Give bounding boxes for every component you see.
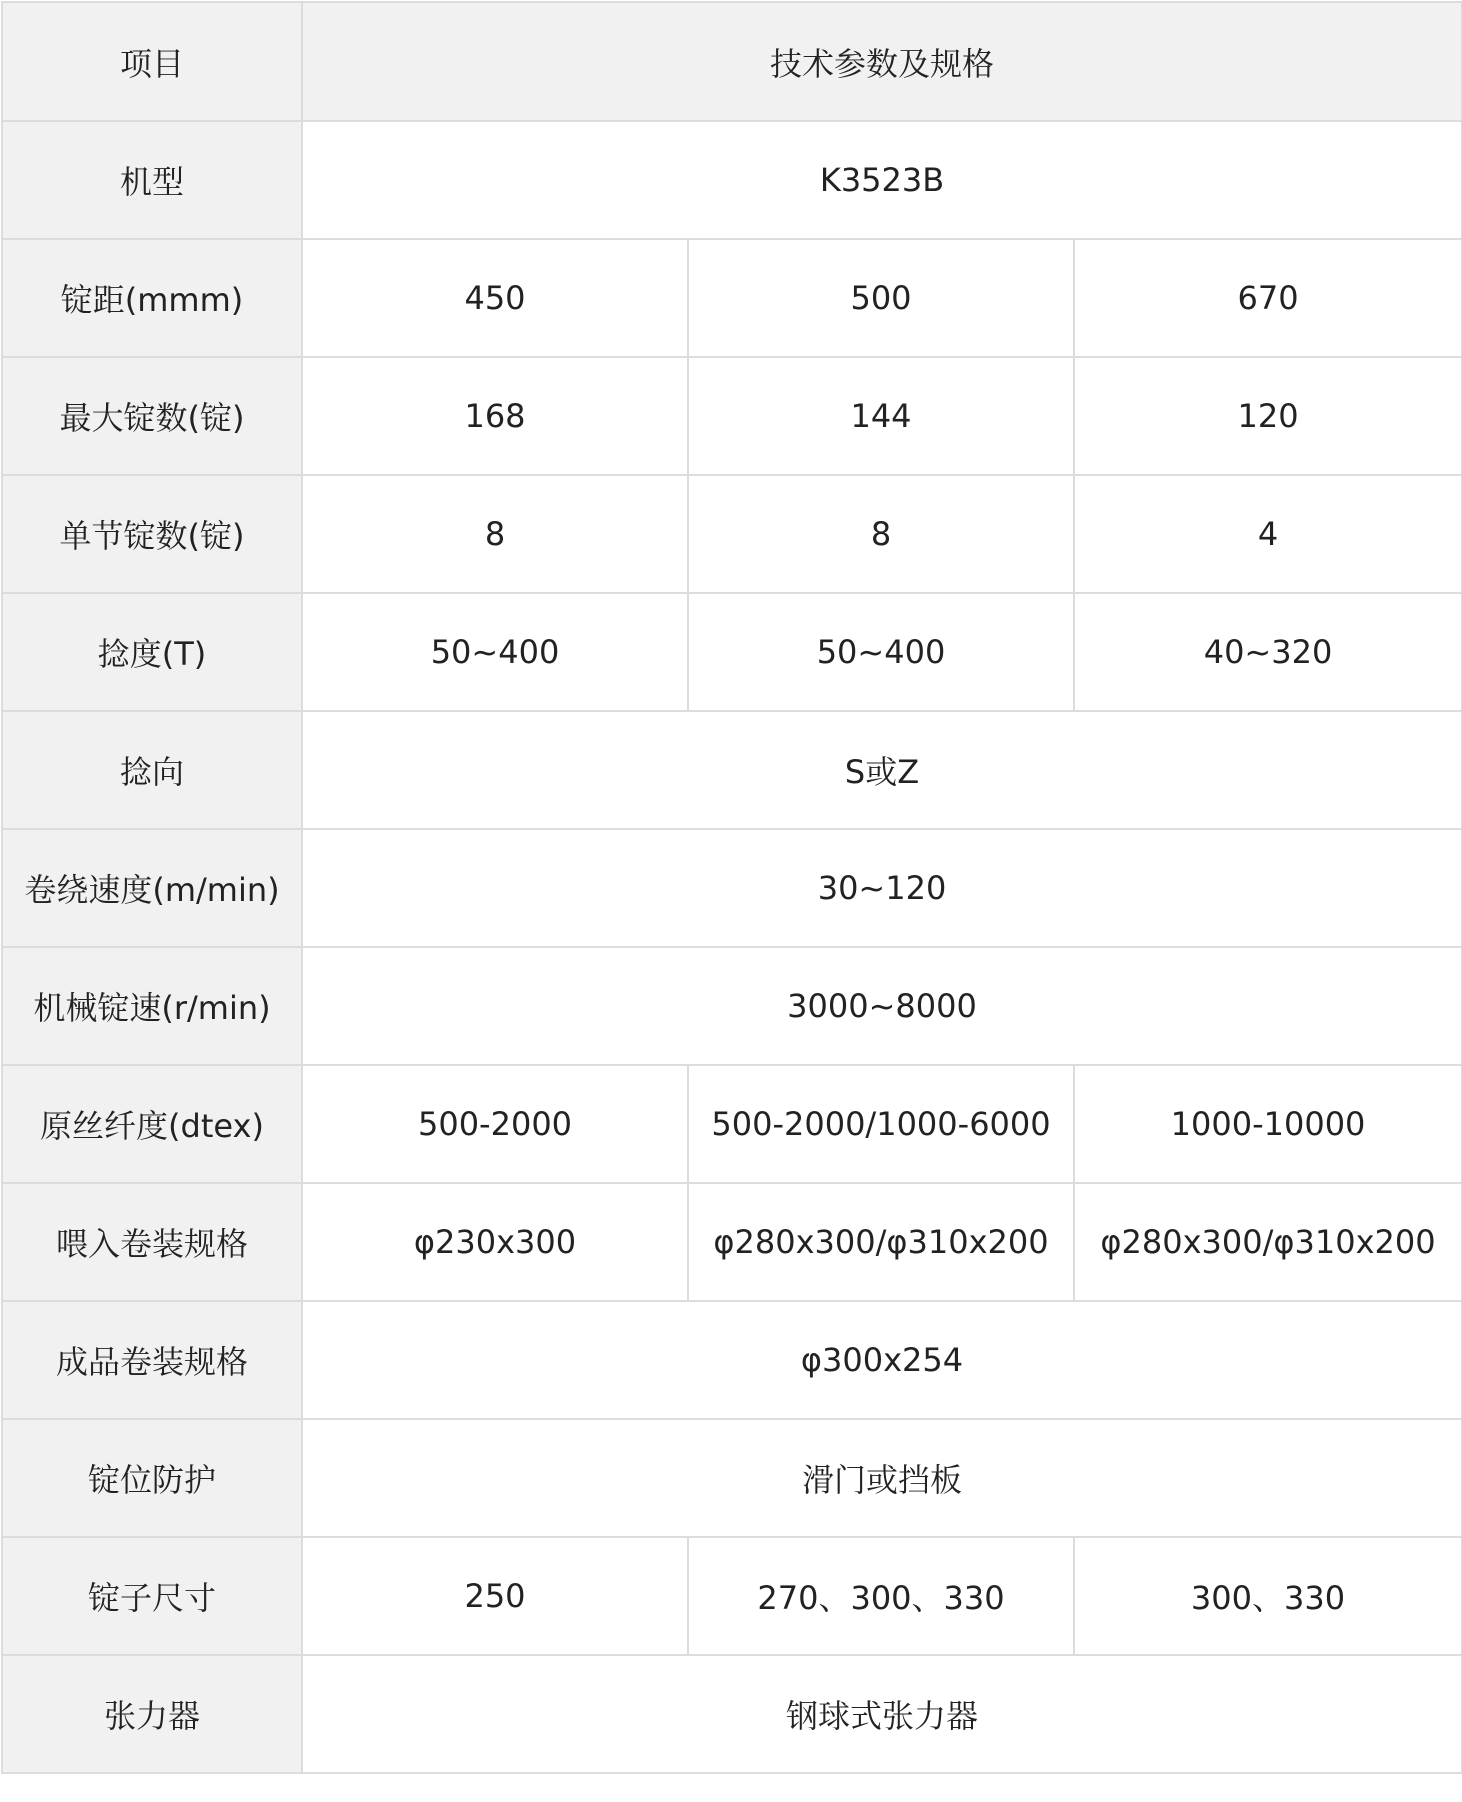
row-label: 捻向	[2, 711, 302, 829]
row-value: 8	[302, 475, 688, 593]
row-value: 钢球式张力器	[302, 1655, 1462, 1773]
row-label: 喂入卷装规格	[2, 1183, 302, 1301]
header-item-cell: 项目	[2, 2, 302, 121]
row-value: φ280x300/φ310x200	[1074, 1183, 1462, 1301]
table-row	[2, 357, 1462, 475]
row-label: 锭位防护	[2, 1419, 302, 1537]
row-value: 450	[302, 239, 688, 357]
row-label: 成品卷装规格	[2, 1301, 302, 1419]
row-value: 4	[1074, 475, 1462, 593]
row-value: 500-2000/1000-6000	[688, 1065, 1074, 1183]
row-value: 500-2000	[302, 1065, 688, 1183]
row-label: 张力器	[2, 1655, 302, 1773]
row-value: S或Z	[302, 711, 1462, 829]
row-value: 50~400	[688, 593, 1074, 711]
row-value: 30~120	[302, 829, 1462, 947]
row-value: 270、300、330	[688, 1537, 1074, 1655]
row-value: 670	[1074, 239, 1462, 357]
table-row	[2, 121, 1462, 239]
row-label: 锭子尺寸	[2, 1537, 302, 1655]
table-row	[2, 1419, 1462, 1537]
row-label: 卷绕速度(m/min)	[2, 829, 302, 947]
row-label: 单节锭数(锭)	[2, 475, 302, 593]
row-value: 168	[302, 357, 688, 475]
row-label: 捻度(T)	[2, 593, 302, 711]
row-value: K3523B	[302, 121, 1462, 239]
table-row	[2, 1183, 1462, 1301]
row-value: 1000-10000	[1074, 1065, 1462, 1183]
row-label: 最大锭数(锭)	[2, 357, 302, 475]
header-row	[2, 2, 1462, 121]
row-value: 滑门或挡板	[302, 1419, 1462, 1537]
row-label: 锭距(mmm)	[2, 239, 302, 357]
row-value: φ230x300	[302, 1183, 688, 1301]
table-row	[2, 711, 1462, 829]
table-row	[2, 1301, 1462, 1419]
table-row	[2, 829, 1462, 947]
row-value: 250	[302, 1537, 688, 1655]
spec-table	[1, 1, 1462, 1774]
row-value: 8	[688, 475, 1074, 593]
row-value: 3000~8000	[302, 947, 1462, 1065]
row-value: 120	[1074, 357, 1462, 475]
row-label: 原丝纤度(dtex)	[2, 1065, 302, 1183]
table-row	[2, 239, 1462, 357]
row-value: 500	[688, 239, 1074, 357]
table-row	[2, 947, 1462, 1065]
table-row	[2, 1065, 1462, 1183]
table-row	[2, 1537, 1462, 1655]
table-row	[2, 593, 1462, 711]
header-spec-cell: 技术参数及规格	[302, 2, 1462, 121]
row-value: 40~320	[1074, 593, 1462, 711]
table-row	[2, 1655, 1462, 1773]
row-label: 机型	[2, 121, 302, 239]
row-label: 机械锭速(r/min)	[2, 947, 302, 1065]
row-value: 50~400	[302, 593, 688, 711]
table-row	[2, 475, 1462, 593]
row-value: φ280x300/φ310x200	[688, 1183, 1074, 1301]
row-value: φ300x254	[302, 1301, 1462, 1419]
row-value: 144	[688, 357, 1074, 475]
row-value: 300、330	[1074, 1537, 1462, 1655]
